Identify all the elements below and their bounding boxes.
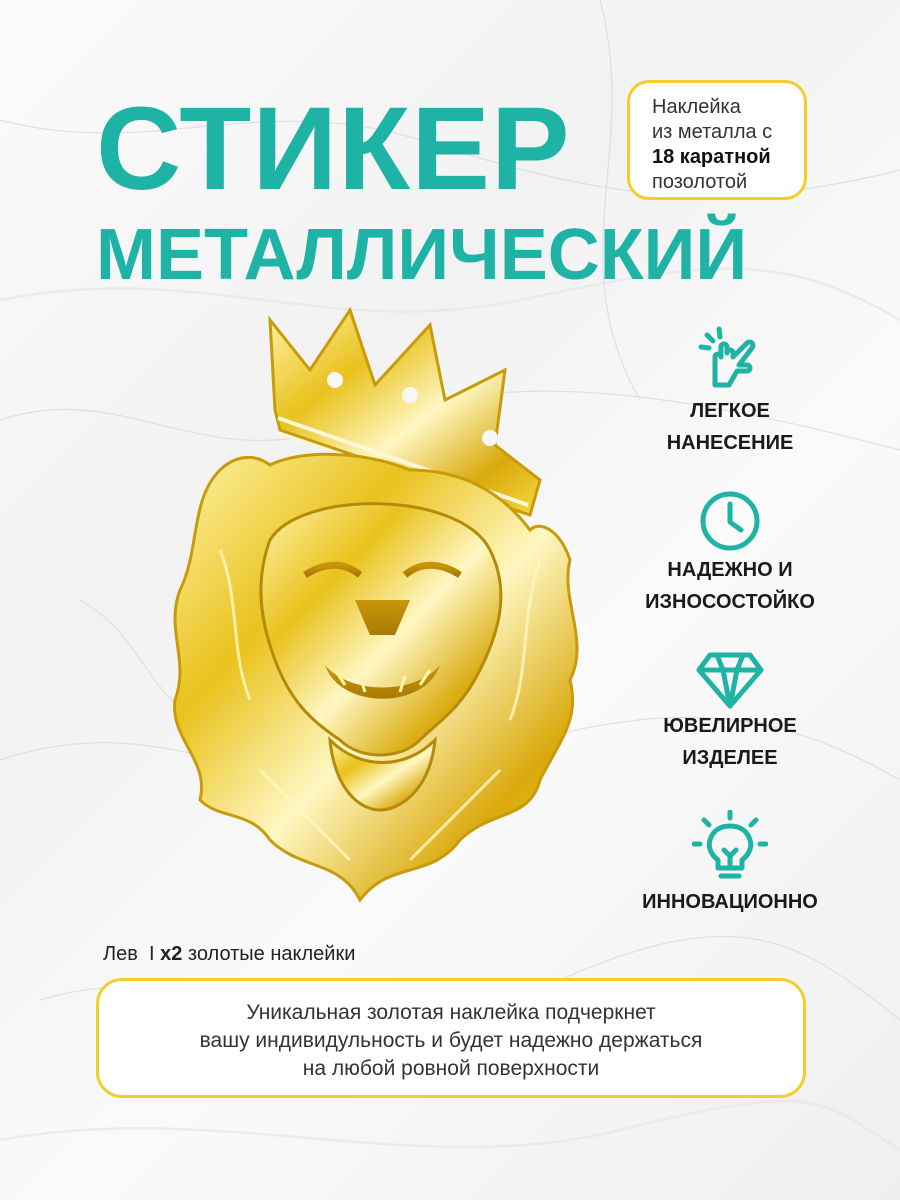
hand-pointing-icon bbox=[695, 325, 765, 395]
description-line: на любой ровной поверхности bbox=[302, 1057, 600, 1080]
feature-label: ЮВЕЛИРНОЕ bbox=[663, 715, 797, 737]
feature-label: НАДЕЖНО И bbox=[667, 559, 793, 581]
feature-innovative bbox=[620, 810, 840, 918]
feature-label: ИЗДЕЛЕЕ bbox=[682, 747, 778, 769]
feature-durable bbox=[620, 488, 840, 618]
diamond-icon bbox=[695, 650, 765, 710]
lightbulb-icon bbox=[692, 810, 768, 886]
feature-label: ЛЕГКОЕ bbox=[690, 400, 770, 422]
caption-suffix: золотые наклейки bbox=[182, 943, 356, 965]
description-line: Уникальная золотая наклейка подчеркнет bbox=[246, 1001, 656, 1024]
badge-line-3: 18 каратной bbox=[652, 146, 771, 168]
product-caption bbox=[103, 942, 355, 966]
feature-label: ИННОВАЦИОННО bbox=[642, 891, 818, 913]
description-line: вашу индивидульность и будет надежно держаться bbox=[199, 1029, 703, 1052]
lion-sticker-image bbox=[160, 300, 600, 910]
caption-prefix: Лев I bbox=[103, 943, 161, 965]
caption-quantity: x2 bbox=[160, 943, 183, 965]
description-box bbox=[96, 978, 806, 1098]
gilding-badge bbox=[627, 80, 807, 200]
title-line-1: СТИКЕР bbox=[96, 83, 571, 215]
feature-jewelry bbox=[620, 650, 840, 774]
feature-label: ИЗНОСОСТОЙКО bbox=[645, 591, 815, 613]
badge-line-1: Наклейка bbox=[652, 96, 741, 118]
badge-line-4: позолотой bbox=[652, 171, 748, 193]
title-line-2: МЕТАЛЛИЧЕСКИЙ bbox=[96, 215, 748, 295]
clock-icon bbox=[697, 488, 763, 554]
feature-label: НАНЕСЕНИЕ bbox=[666, 432, 794, 454]
feature-easy-application bbox=[620, 325, 840, 459]
badge-line-2: из металла с bbox=[652, 121, 773, 143]
